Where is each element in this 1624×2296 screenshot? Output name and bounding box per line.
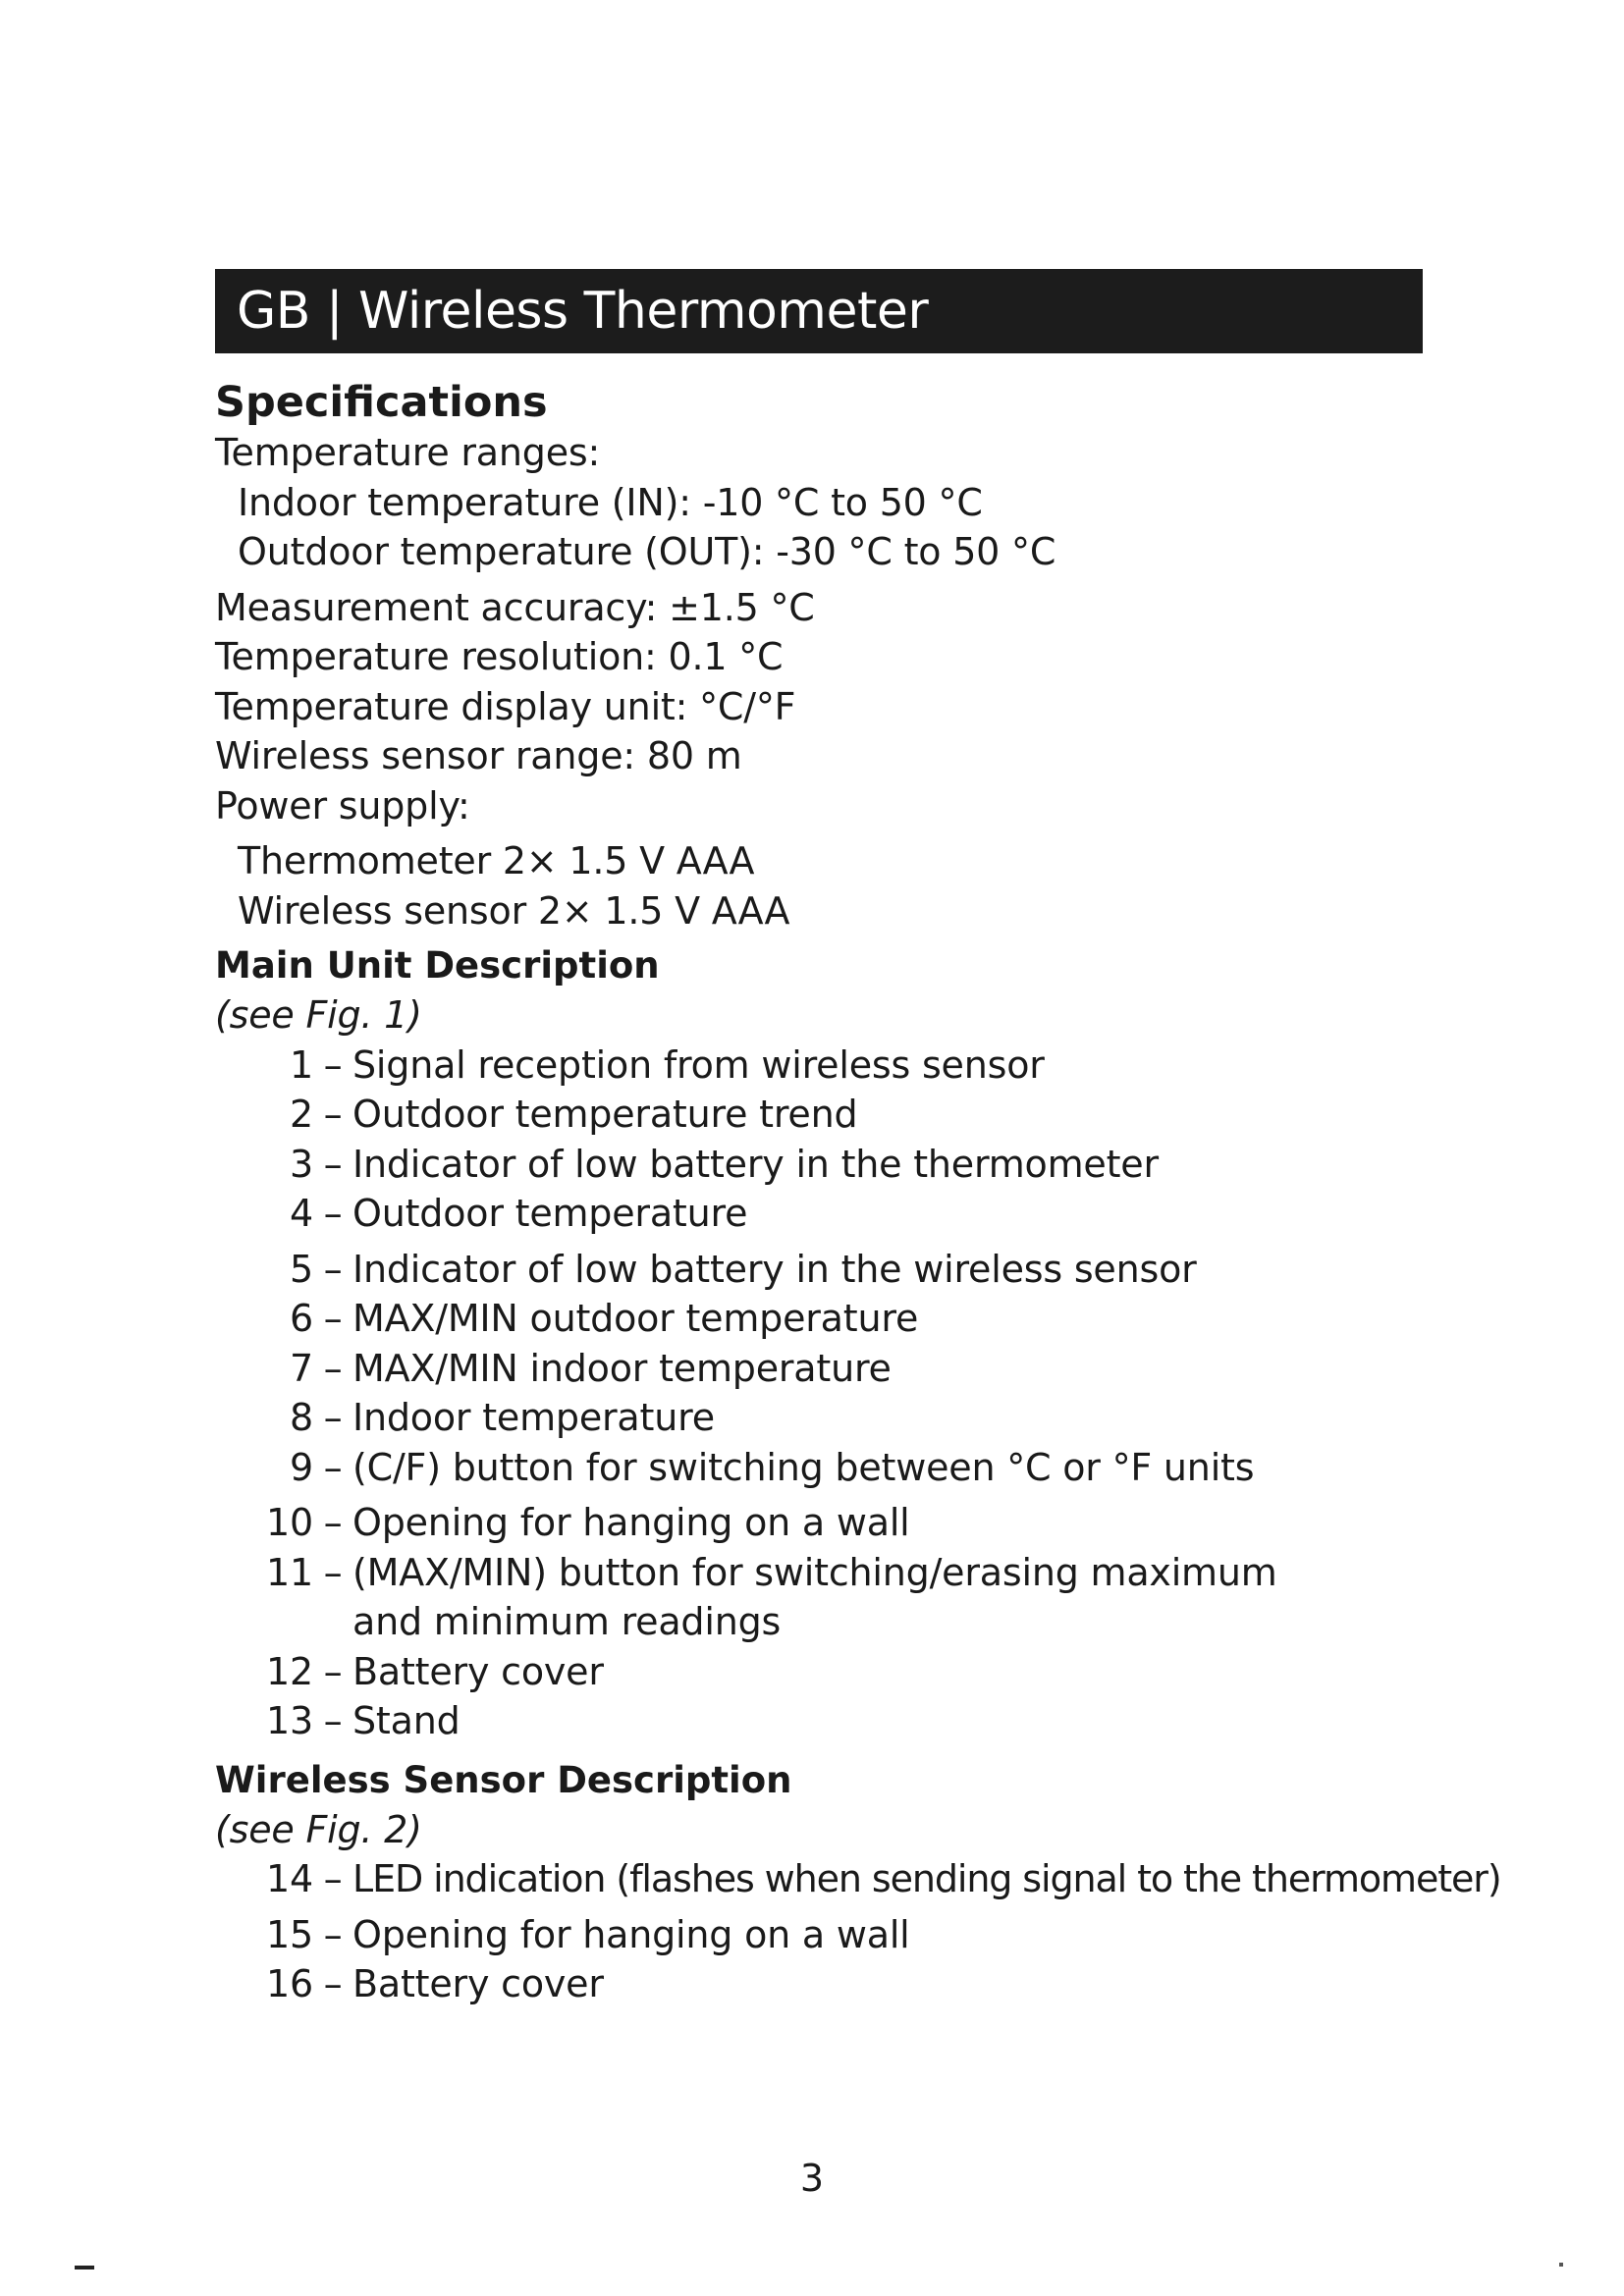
item-dash: – (323, 1042, 343, 1087)
list-item (215, 1548, 1423, 1647)
item-dash: – (323, 1501, 343, 1544)
item-text: Battery cover (352, 1649, 604, 1693)
specifications-heading: Specifications (215, 378, 548, 427)
list-item (215, 1041, 1423, 1091)
power-sensor: Wireless sensor 2× 1.5 V AAA (238, 888, 790, 933)
accuracy: Measurement accuracy: ±1.5 °C (215, 585, 815, 629)
item-number: 5 (290, 1247, 313, 1291)
item-dash: – (323, 1857, 343, 1900)
item-number: 14 (266, 1857, 313, 1900)
display-unit: Temperature display unit: °C/°F (215, 684, 796, 728)
list-item (215, 1393, 1423, 1443)
item-dash: – (323, 1192, 343, 1235)
item-number: 16 (266, 1962, 313, 2005)
outdoor-range: Outdoor temperature (OUT): -30 °C to 50 °C (238, 530, 1056, 573)
item-number: 6 (290, 1297, 313, 1340)
page-title-bar (215, 269, 1423, 353)
list-item (215, 1854, 1501, 1904)
item-dash: – (323, 1699, 343, 1742)
item-text: Battery cover (352, 1962, 604, 2005)
resolution: Temperature resolution: 0.1 °C (215, 635, 784, 678)
temperature-ranges-label: Temperature ranges: (215, 431, 601, 474)
list-item (215, 1647, 1423, 1697)
item-text: Indicator of low battery in the thermometer (352, 1142, 1159, 1186)
item-text: Indicator of low battery in the wireless sensor (352, 1247, 1197, 1291)
item-text: Signal reception from wireless sensor (352, 1042, 1045, 1087)
main-unit-heading: Main Unit Description (215, 944, 660, 987)
scan-mark-right (1559, 2263, 1563, 2267)
list-item (215, 1910, 1423, 1960)
item-text: LED indication (flashes when sending signal to the thermometer) (352, 1857, 1501, 1900)
power-thermometer: Thermometer 2× 1.5 V AAA (238, 839, 755, 882)
page-number: 3 (799, 2157, 825, 2200)
item-text: Indoor temperature (352, 1396, 715, 1439)
item-text: (MAX/MIN) button for switching/erasing maximum and minimum readings (352, 1550, 1277, 1643)
list-item (215, 1443, 1423, 1493)
page-content (215, 269, 1501, 2009)
item-dash: – (323, 1550, 343, 1594)
item-dash: – (323, 1093, 343, 1136)
item-dash: – (323, 1346, 343, 1390)
item-text: MAX/MIN outdoor temperature (352, 1297, 919, 1340)
item-number: 8 (290, 1396, 313, 1439)
list-item (215, 1344, 1423, 1394)
item-number: 7 (290, 1346, 313, 1390)
sensor-range: Wireless sensor range: 80 m (215, 734, 742, 777)
power-supply-label: Power supply: (215, 783, 470, 828)
scan-mark-left (75, 2266, 94, 2269)
item-dash: – (323, 1396, 343, 1439)
list-item (215, 1245, 1423, 1295)
list-item (215, 1189, 1423, 1239)
item-number: 9 (290, 1445, 313, 1489)
indoor-range: Indoor temperature (IN): -10 °C to 50 °C (238, 480, 983, 524)
wireless-sensor-see-fig: (see Fig. 2) (215, 1807, 422, 1851)
item-number: 2 (290, 1093, 313, 1136)
list-item (215, 1090, 1423, 1140)
item-number: 10 (266, 1501, 313, 1544)
item-text: MAX/MIN indoor temperature (352, 1346, 892, 1390)
item-dash: – (323, 1649, 343, 1693)
item-number: 13 (266, 1699, 313, 1742)
wireless-sensor-heading: Wireless Sensor Description (215, 1758, 792, 1801)
item-number: 15 (266, 1912, 313, 1956)
item-text: Opening for hanging on a wall (352, 1501, 910, 1544)
item-text: Stand (352, 1699, 460, 1742)
page-title: GB | Wireless Thermometer (237, 282, 929, 341)
item-number: 1 (290, 1042, 313, 1087)
item-text: Outdoor temperature trend (352, 1093, 858, 1136)
item-dash: – (323, 1912, 343, 1956)
item-text: (C/F) button for switching between °C or °F units (352, 1445, 1255, 1489)
item-text: Outdoor temperature (352, 1192, 748, 1235)
item-dash: – (323, 1962, 343, 2005)
item-dash: – (323, 1297, 343, 1340)
item-dash: – (323, 1247, 343, 1291)
item-number: 4 (290, 1192, 313, 1235)
main-unit-list (215, 1041, 1423, 1746)
list-item (215, 1140, 1423, 1190)
item-dash: – (323, 1445, 343, 1489)
list-item (215, 1696, 1423, 1746)
item-number: 12 (266, 1649, 313, 1693)
item-text: Opening for hanging on a wall (352, 1912, 910, 1956)
item-number: 11 (266, 1550, 313, 1594)
item-dash: – (323, 1142, 343, 1186)
list-item (215, 1498, 1423, 1548)
item-number: 3 (290, 1142, 313, 1186)
list-item (215, 1959, 1423, 2009)
list-item (215, 1294, 1423, 1344)
main-unit-see-fig: (see Fig. 1) (215, 993, 422, 1037)
wireless-sensor-list (215, 1854, 1501, 2009)
